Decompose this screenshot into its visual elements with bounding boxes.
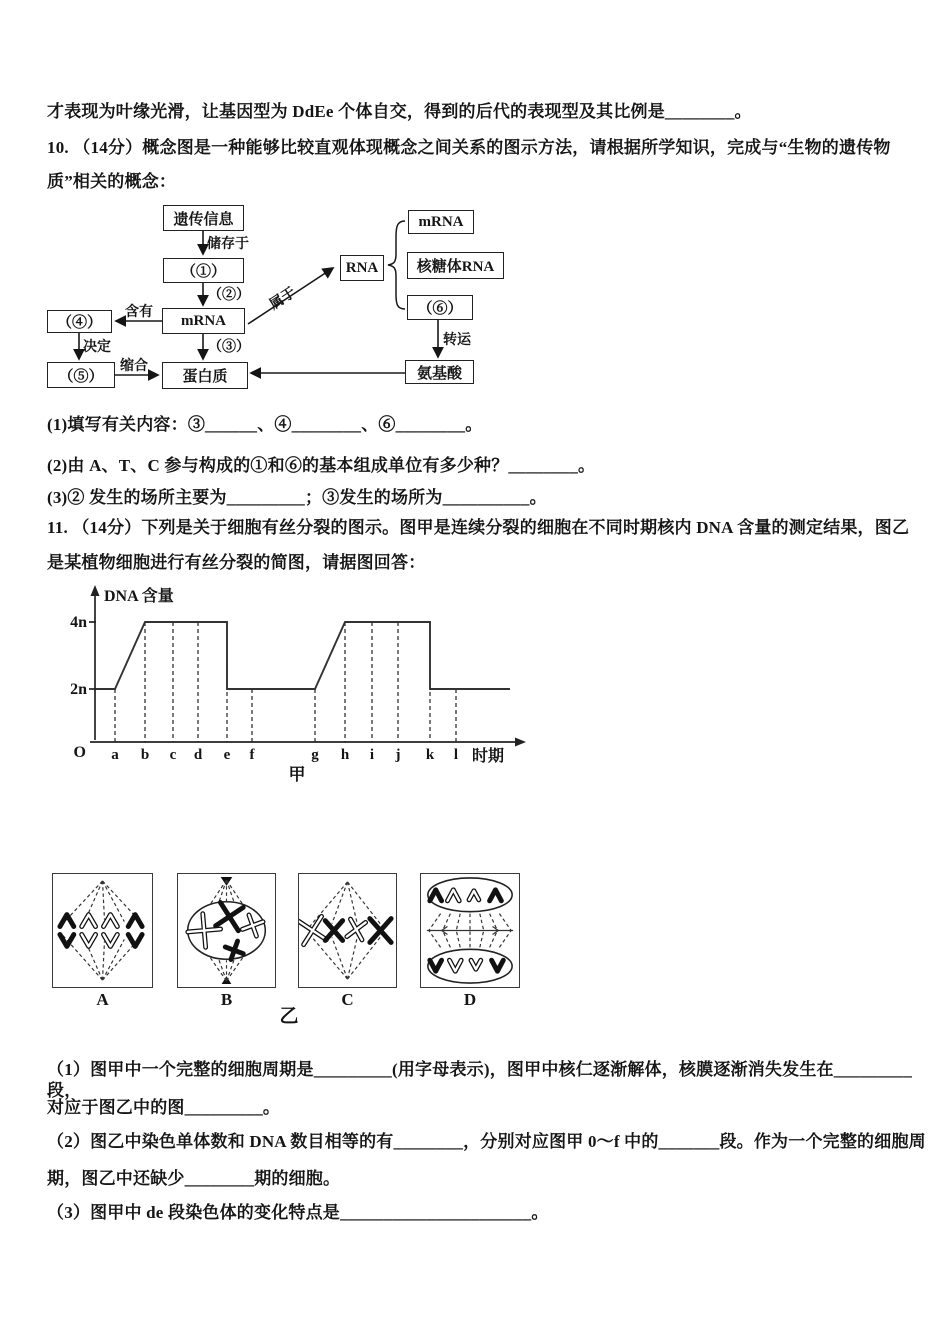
cell-label-C: C (341, 990, 354, 1009)
edge-label-contain: 含有 (125, 305, 153, 320)
spindle-fibers (63, 881, 142, 980)
intro-text: 才表现为叶缘光滑，让基因型为 DdEe 个体自交，得到的后代的表现型及其比例是________。 (47, 102, 752, 121)
q10-stem-line2: 质”相关的概念： (47, 172, 177, 191)
q10-sub2: (2)由 A、T、C 参与构成的①和⑥的基本组成单位有多少种？________。 (47, 456, 596, 475)
x-axis-label: 时期 (472, 748, 505, 765)
cell-label-A: A (96, 990, 109, 1009)
x-category-label-j: j (395, 747, 401, 763)
node-genetic-info: 遗传信息 (163, 205, 244, 231)
cell-label-B: B (220, 990, 233, 1009)
x-category-label-d: d (193, 747, 203, 763)
node-ribosomal-rna: 核糖体RNA (407, 252, 504, 279)
node-blank-6: （⑥） (407, 295, 473, 320)
x-category-label-g: g (311, 747, 319, 763)
q10-sub1: (1)填写有关内容：③______、④________、⑥________。 (47, 415, 483, 434)
cell-B-drawing (178, 874, 275, 987)
concept-map-figure (45, 205, 515, 400)
node-mrna: mRNA (162, 308, 245, 334)
edge-label-decide: 决定 (83, 340, 111, 355)
q11-sub3: （3）图甲中 de 段染色体的变化特点是______________________。 (47, 1203, 549, 1222)
cell-C-drawing (299, 874, 396, 987)
mitosis-figure (52, 873, 522, 1027)
y-axis-arrow (91, 585, 100, 596)
x-category-label-h: h (340, 747, 350, 763)
node-amino-acid: 氨基酸 (405, 360, 474, 384)
node-blank-4: （④） (47, 310, 112, 333)
edge-label-step2: （②） (208, 288, 250, 303)
node-blank-5: （⑤） (47, 362, 115, 388)
rna-brace (388, 221, 405, 309)
spindle-fibers (310, 882, 383, 979)
edge-label-belong: 属于 (267, 285, 299, 314)
cell-C-box (298, 873, 397, 988)
x-category-label-k: k (425, 747, 435, 763)
q11-sub1-line2: 对应于图乙中的图_________。 (47, 1098, 281, 1117)
x-category-label-c: c (169, 747, 177, 763)
cell-B-box (177, 873, 276, 988)
q11-sub2-line1: （2）图乙中染色单体数和 DNA 数目相等的有________，分别对应图甲 0～f 中的_______段。作为一个完整的细胞周 (47, 1132, 926, 1151)
x-category-label-e: e (223, 747, 231, 763)
cell-D-drawing (421, 874, 519, 987)
cell-A-drawing (53, 874, 152, 987)
cell-D-box (420, 873, 520, 988)
y-tick-label-2n: 2n (70, 681, 87, 698)
q11-stem-line1: 11. （14分）下列是关于细胞有丝分裂的图示。图甲是连续分裂的细胞在不同时期核内 DNA 含量的测定结果，图乙 (47, 518, 910, 537)
dna-content-chart (60, 582, 530, 782)
node-protein: 蛋白质 (162, 362, 248, 389)
node-blank-1: （①） (163, 258, 244, 283)
q11-sub2-line2: 期，图乙中还缺少________期的细胞。 (47, 1169, 341, 1188)
chromosomes (60, 915, 142, 947)
q10-stem-line1: 10. （14分）概念图是一种能够比较直观体现概念之间关系的图示方法，请根据所学知识，完成与“生物的遗传物 (47, 138, 891, 157)
origin-label: O (73, 744, 86, 761)
edge-label-store: 储存于 (207, 237, 249, 252)
x-category-label-f: f (249, 747, 255, 763)
edge-label-step3: （③） (208, 340, 250, 355)
x-category-label-l: l (453, 747, 459, 763)
x-axis-arrow (515, 738, 526, 747)
chromosomes (299, 916, 391, 944)
x-category-label-i: i (369, 747, 375, 763)
q11-sub1-line1: （1）图甲中一个完整的细胞周期是_________(用字母表示)，图甲中核仁逐渐解体，核膜逐渐消失发生在_________段， (47, 1060, 913, 1100)
chart-caption-jia: 甲 (288, 765, 306, 782)
q10-sub3: (3)② 发生的场所主要为_________；③发生的场所为__________。 (47, 488, 547, 507)
cell-label-D: D (463, 990, 477, 1009)
figure-caption-yi: 乙 (279, 1006, 299, 1027)
edge-label-condense: 缩合 (120, 359, 148, 374)
x-category-label-a: a (111, 747, 119, 763)
node-rna: RNA (340, 255, 384, 281)
q11-stem-line2: 是某植物细胞进行有丝分裂的简图，请据图回答： (47, 553, 426, 572)
y-axis-label: DNA 含量 (104, 588, 174, 605)
y-tick-label-4n: 4n (70, 614, 87, 631)
x-category-label-b: b (140, 747, 150, 763)
edge-label-transport: 转运 (443, 333, 471, 348)
cell-A-box (52, 873, 153, 988)
node-mrna-2: mRNA (408, 210, 474, 234)
phragmoplast-fibers (427, 914, 513, 948)
